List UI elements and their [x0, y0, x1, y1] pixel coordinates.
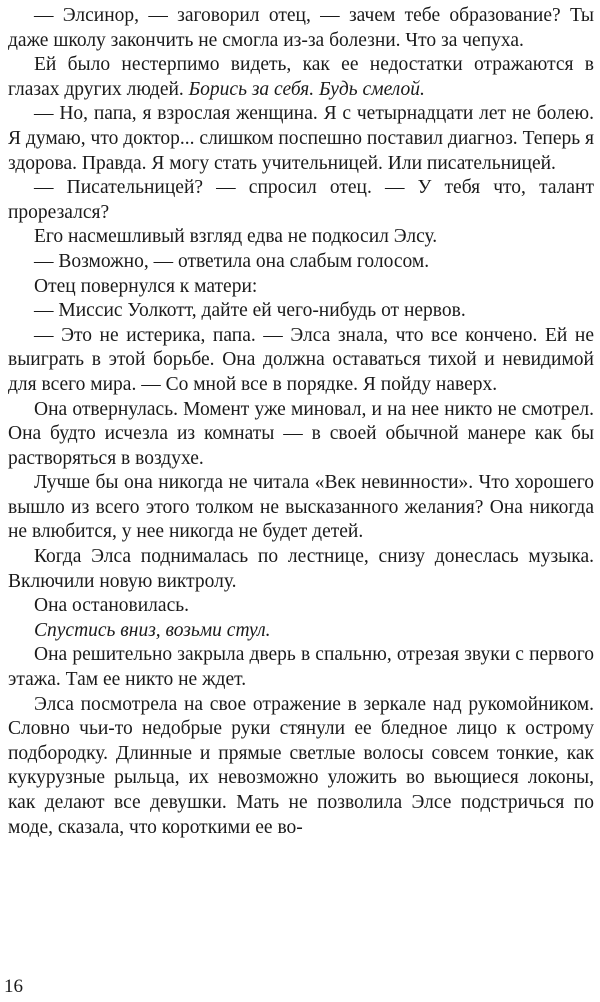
paragraph-2-text: Ей было нестерпимо видеть, как ее недостатки отражаются в глазах других людей. — [8, 54, 594, 100]
page-number: 16 — [4, 976, 23, 997]
paragraph-2 — [8, 53, 594, 102]
paragraph-16: Элса посмотрела на свое отражение в зеркале над рукомойником. Словно чьи-то недобрые руки стянули ее бледное лицо к острому подбородку. Длинные и прямые светлые волосы совсем тонкие, как кукурузные рыльца, их невозможно уложить во вьющиеся локоны, как делают все девушки. Мать не позволила Элсе подстричься по моде, сказала, что короткими ее во- — [8, 693, 594, 838]
paragraph-10: Она отвернулась. Момент уже миновал, и на нее никто не смотрел. Она будто исчезла из комнаты — в своей обычной манере как бы растворяться в воздухе. — [8, 398, 594, 469]
paragraph-7: Отец повернулся к матери: — [34, 275, 258, 297]
paragraph-14-italic: Спустись вниз, возьми стул. — [34, 619, 271, 641]
paragraph-3: — Но, папа, я взрослая женщина. Я с четырнадцати лет не болею. Я думаю, что доктор... слишком поспешно поставил диагноз. Теперь я здорова. Правда. Я могу стать учительницей. Или писательницей. — [8, 103, 594, 174]
paragraph-12: Когда Элса поднималась по лестнице, снизу донеслась музыка. Включили новую виктролу. — [8, 546, 594, 592]
paragraph-13: Она остановилась. — [34, 595, 189, 617]
paragraph-15: Она решительно закрыла дверь в спальню, отрезая звуки с первого этажа. Там ее никто не ждет. — [8, 644, 594, 691]
paragraph-6: — Возможно, — ответила она слабым голосом. — [34, 250, 430, 272]
paragraph-1: — Элсинор, — заговорил отец, — зачем тебе образование? Ты даже школу закончить не смогла из-за болезни. Что за чепуха. — [8, 5, 594, 51]
paragraph-11: Лучше бы она никогда не читала «Век невинности». Что хорошего вышло из всего этого толком не высказанного желания? Она никогда не влюбится, у нее никогда не будет детей. — [8, 472, 594, 543]
paragraph-2-italic-thought: Борись за себя. Будь смелой. — [188, 78, 425, 100]
paragraph-9: — Это не истерика, папа. — Элса знала, что все кончено. Ей не выиграть в этой борьбе. Она должна оставаться тихой и невидимой для всего мира. — Со мной все в порядке. Я пойду наверх. — [8, 324, 594, 395]
paragraph-4: — Писательницей? — спросил отец. — У тебя что, талант прорезался? — [8, 177, 594, 223]
paragraph-8: — Миссис Уолкотт, дайте ей чего-нибудь от нервов. — [34, 300, 466, 322]
paragraph-5: Его насмешливый взгляд едва не подкосил Элсу. — [34, 226, 438, 248]
